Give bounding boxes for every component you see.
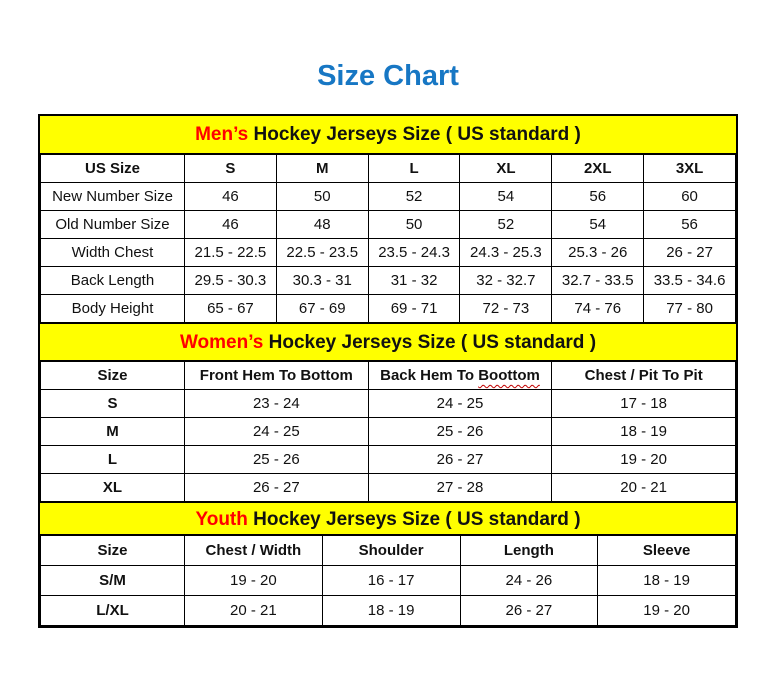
column-header: Chest / Pit To Pit	[552, 362, 736, 390]
table-cell: 54	[460, 183, 552, 211]
mens-size-table	[40, 154, 736, 323]
table-cell: 19 - 20	[552, 446, 736, 474]
youth-size-table	[40, 535, 736, 626]
column-header: Sleeve	[598, 536, 736, 566]
table-cell: 31 - 32	[368, 267, 460, 295]
table-cell: 22.5 - 23.5	[276, 239, 368, 267]
table-cell: 56	[552, 183, 644, 211]
row-label: M	[41, 418, 185, 446]
table-cell: 52	[460, 211, 552, 239]
womens-section-band	[40, 323, 736, 361]
row-label: S/M	[41, 566, 185, 596]
column-header: Chest / Width	[185, 536, 323, 566]
table-cell: 27 - 28	[368, 474, 552, 502]
table-cell: 18 - 19	[322, 596, 460, 626]
row-label: L/XL	[41, 596, 185, 626]
table-cell: 25 - 26	[185, 446, 369, 474]
table-cell: 52	[368, 183, 460, 211]
womens-header-row	[41, 362, 736, 390]
column-header: Size	[41, 362, 185, 390]
column-header: 3XL	[644, 155, 736, 183]
row-label: L	[41, 446, 185, 474]
row-label: Body Height	[41, 295, 185, 323]
table-cell: 77 - 80	[644, 295, 736, 323]
table-row	[41, 390, 736, 418]
table-cell: 21.5 - 22.5	[185, 239, 277, 267]
table-row	[41, 183, 736, 211]
table-row	[41, 239, 736, 267]
misspelled-word-squiggle: Boottom	[478, 367, 540, 384]
table-cell: 26 - 27	[368, 446, 552, 474]
table-cell: 26 - 27	[460, 596, 598, 626]
table-cell: 17 - 18	[552, 390, 736, 418]
womens-size-table	[40, 361, 736, 502]
table-cell: 20 - 21	[185, 596, 323, 626]
column-header: 2XL	[552, 155, 644, 183]
youth-band-highlight: Youth	[195, 509, 248, 530]
table-row	[41, 211, 736, 239]
table-cell: 24 - 26	[460, 566, 598, 596]
table-row	[41, 596, 736, 626]
table-cell: 18 - 19	[552, 418, 736, 446]
table-cell: 18 - 19	[598, 566, 736, 596]
table-row	[41, 267, 736, 295]
table-row	[41, 566, 736, 596]
size-chart-table	[38, 114, 738, 628]
column-header: XL	[460, 155, 552, 183]
column-header: L	[368, 155, 460, 183]
column-header	[368, 362, 552, 390]
mens-band-highlight: Men’s	[195, 124, 249, 145]
table-cell: 26 - 27	[185, 474, 369, 502]
table-cell: 24 - 25	[185, 418, 369, 446]
table-cell: 29.5 - 30.3	[185, 267, 277, 295]
column-header: M	[276, 155, 368, 183]
table-cell: 26 - 27	[644, 239, 736, 267]
table-cell: 16 - 17	[322, 566, 460, 596]
column-header: Shoulder	[322, 536, 460, 566]
column-header: Size	[41, 536, 185, 566]
column-header: Front Hem To Bottom	[185, 362, 369, 390]
table-cell: 50	[276, 183, 368, 211]
column-header: Length	[460, 536, 598, 566]
row-label: XL	[41, 474, 185, 502]
table-cell: 46	[185, 183, 277, 211]
table-cell: 32.7 - 33.5	[552, 267, 644, 295]
table-cell: 46	[185, 211, 277, 239]
mens-header-row	[41, 155, 736, 183]
table-cell: 69 - 71	[368, 295, 460, 323]
table-cell: 48	[276, 211, 368, 239]
womens-band-text: Hockey Jerseys Size ( US standard )	[263, 332, 597, 353]
row-label: Width Chest	[41, 239, 185, 267]
youth-band-text: Hockey Jerseys Size ( US standard )	[247, 509, 581, 530]
row-label: Old Number Size	[41, 211, 185, 239]
column-header: S	[185, 155, 277, 183]
table-cell: 25 - 26	[368, 418, 552, 446]
table-cell: 56	[644, 211, 736, 239]
table-cell: 50	[368, 211, 460, 239]
table-cell: 30.3 - 31	[276, 267, 368, 295]
mens-section-band	[40, 116, 736, 154]
table-cell: 23.5 - 24.3	[368, 239, 460, 267]
page-title: Size Chart	[317, 60, 459, 92]
table-cell: 24.3 - 25.3	[460, 239, 552, 267]
table-row	[41, 446, 736, 474]
table-cell: 33.5 - 34.6	[644, 267, 736, 295]
table-cell: 19 - 20	[185, 566, 323, 596]
table-cell: 25.3 - 26	[552, 239, 644, 267]
table-cell: 74 - 76	[552, 295, 644, 323]
youth-header-row	[41, 536, 736, 566]
table-cell: 24 - 25	[368, 390, 552, 418]
table-row	[41, 295, 736, 323]
back-hem-header-prefix: Back Hem To	[380, 367, 479, 384]
table-cell: 65 - 67	[185, 295, 277, 323]
row-label: Back Length	[41, 267, 185, 295]
table-row	[41, 474, 736, 502]
youth-section-band	[40, 502, 736, 535]
table-row	[41, 418, 736, 446]
table-cell: 19 - 20	[598, 596, 736, 626]
table-cell: 67 - 69	[276, 295, 368, 323]
table-cell: 60	[644, 183, 736, 211]
table-cell: 72 - 73	[460, 295, 552, 323]
row-label: New Number Size	[41, 183, 185, 211]
table-cell: 54	[552, 211, 644, 239]
table-cell: 23 - 24	[185, 390, 369, 418]
mens-band-text: Hockey Jerseys Size ( US standard )	[248, 124, 581, 145]
table-cell: 32 - 32.7	[460, 267, 552, 295]
row-label: S	[41, 390, 185, 418]
column-header: US Size	[41, 155, 185, 183]
table-cell: 20 - 21	[552, 474, 736, 502]
womens-band-highlight: Women’s	[179, 332, 264, 353]
